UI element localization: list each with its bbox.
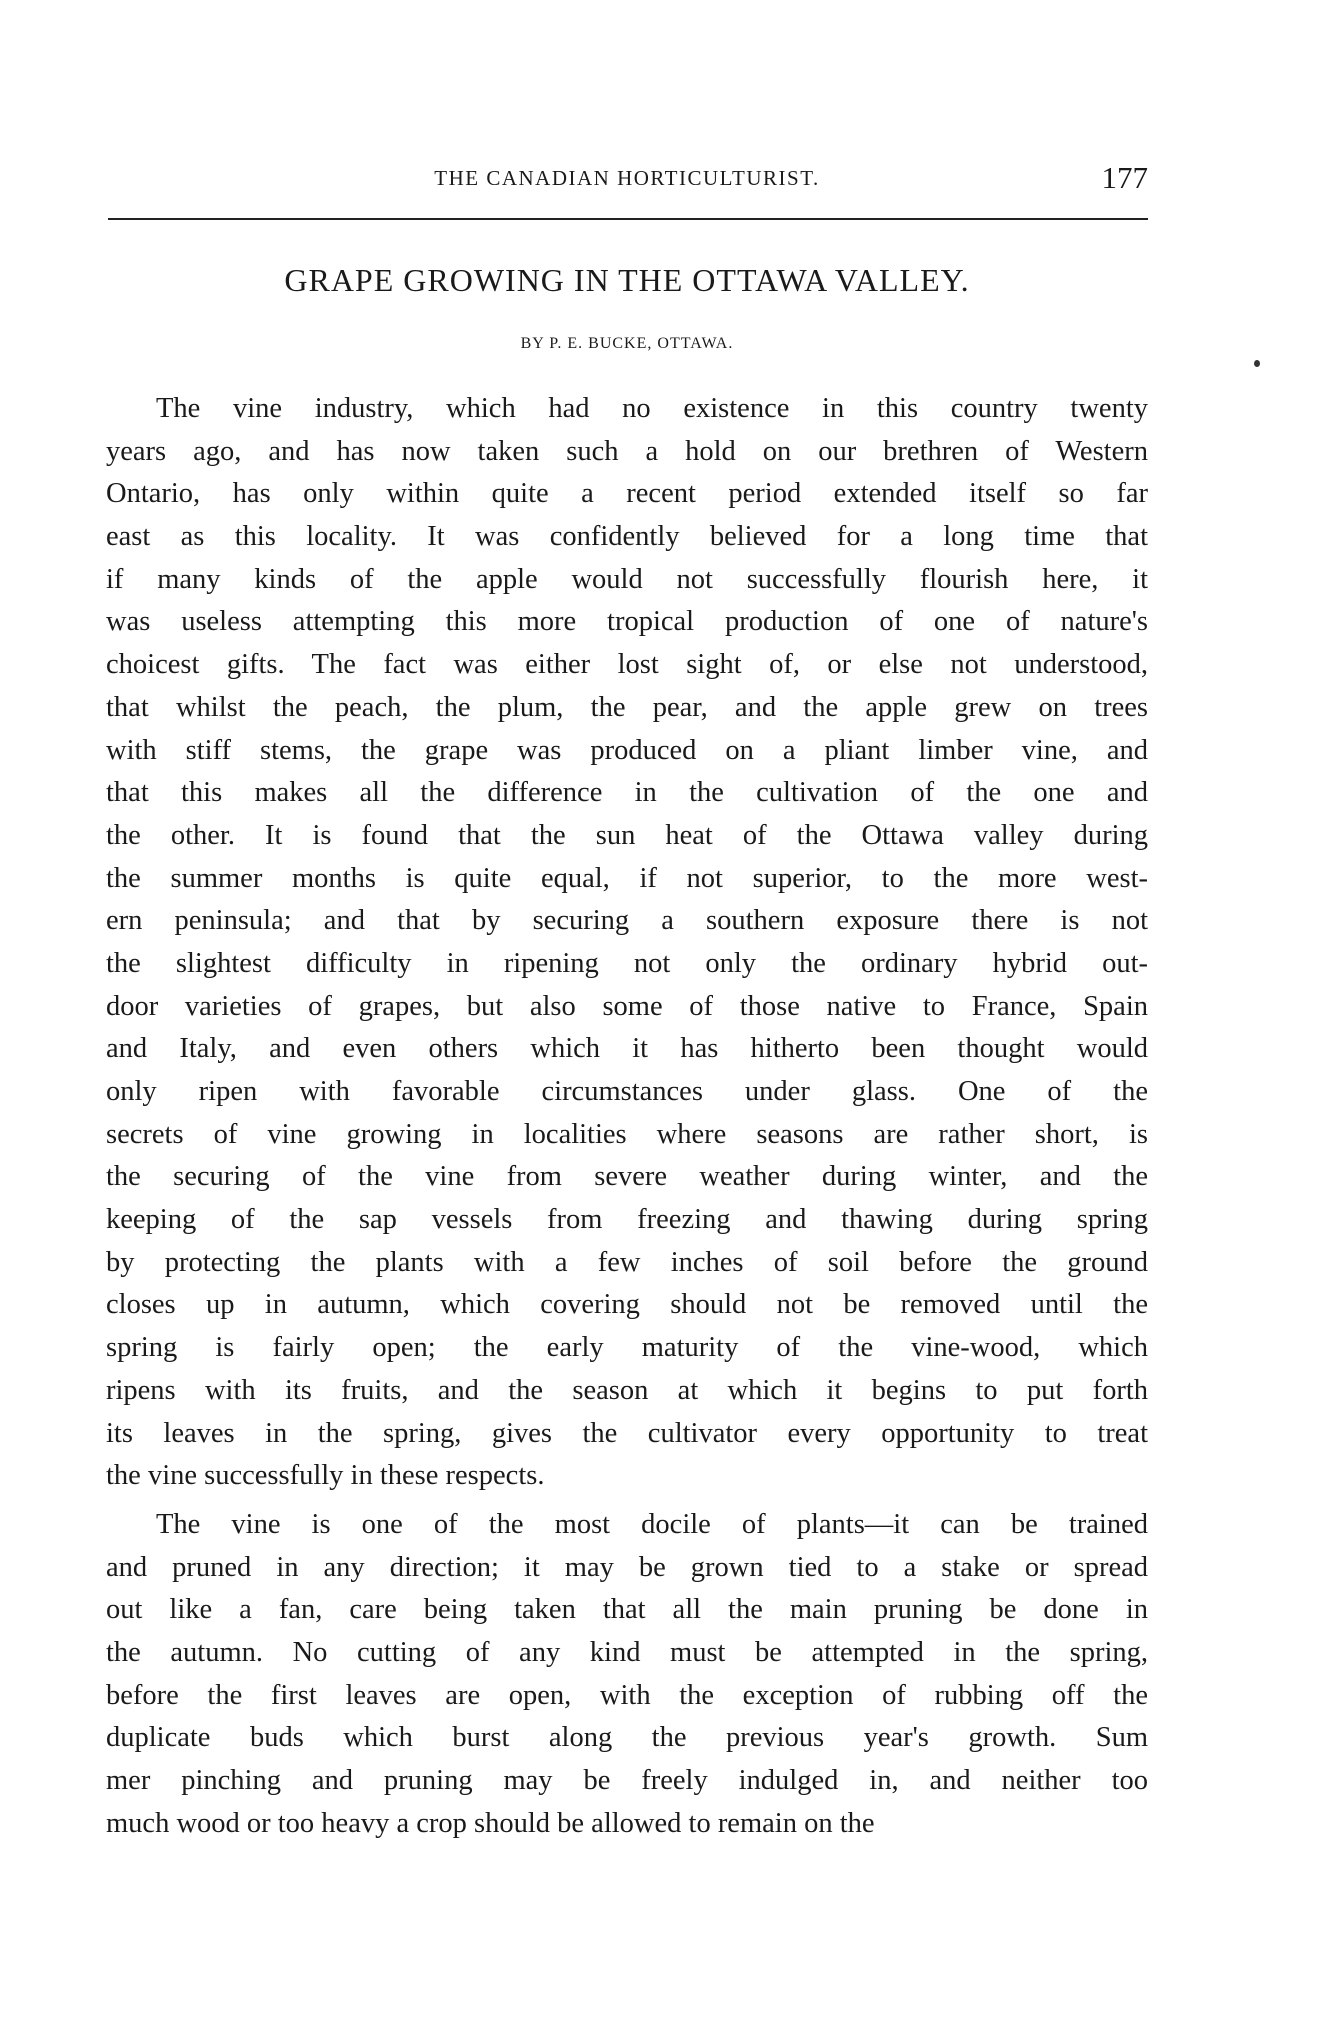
- text-line: much wood or too heavy a crop should be allowed to remain on the: [106, 1807, 875, 1839]
- text-line: was useless attempting this more tropical production of one of nature's: [106, 606, 1148, 638]
- text-line: that whilst the peach, the plum, the pear, and the apple grew on trees: [106, 691, 1148, 723]
- text-line: the autumn. No cutting of any kind must be attempted in the spring,: [106, 1636, 1148, 1668]
- text-line: the other. It is found that the sun heat of the Ottawa valley during: [106, 819, 1148, 851]
- text-line: closes up in autumn, which covering should not be removed until the: [106, 1289, 1148, 1321]
- ink-speck: [1254, 360, 1260, 367]
- text-line: ripens with its fruits, and the season at which it begins to put forth: [106, 1374, 1148, 1406]
- text-line: duplicate buds which burst along the previous year's growth. Sum: [106, 1722, 1148, 1754]
- text-line: the summer months is quite equal, if not superior, to the more west-: [106, 862, 1148, 894]
- text-line: Ontario, has only within quite a recent period extended itself so far: [106, 478, 1148, 510]
- byline: BY P. E. BUCKE, OTTAWA.: [520, 335, 734, 352]
- header-rule: [108, 218, 1148, 220]
- text-line: years ago, and has now taken such a hold on our brethren of Western: [106, 435, 1148, 467]
- paragraph: [106, 388, 1148, 1498]
- text-line: mer pinching and pruning may be freely indulged in, and neither too: [106, 1765, 1148, 1796]
- text-line: east as this locality. It was confidently believed for a long time that: [106, 521, 1148, 553]
- text-line: with stiff stems, the grape was produced on a pliant limber vine, and: [106, 734, 1148, 766]
- text-line: out like a fan, care being taken that all the main pruning be done in: [106, 1594, 1148, 1626]
- text-line: The vine is one of the most docile of plants—it can be trained: [156, 1508, 1148, 1540]
- running-head: [106, 160, 1148, 204]
- running-title: THE CANADIAN HORTICULTURIST.: [434, 166, 820, 190]
- text-line: before the first leaves are open, with the exception of rubbing off the: [106, 1679, 1148, 1711]
- article-body: [106, 388, 1148, 1845]
- text-line: if many kinds of the apple would not successfully flourish here, it: [106, 563, 1148, 595]
- text-line: The vine industry, which had no existence in this country twenty: [156, 393, 1148, 424]
- text-line: that this makes all the difference in the cultivation of the one and: [106, 777, 1148, 809]
- paragraph: [106, 1504, 1148, 1846]
- text-line: and Italy, and even others which it has hitherto been thought would: [106, 1033, 1148, 1065]
- text-line: choicest gifts. The fact was either lost sight of, or else not understood,: [106, 649, 1148, 681]
- text-line: secrets of vine growing in localities where seasons are rather short, is: [106, 1118, 1148, 1150]
- text-line: keeping of the sap vessels from freezing and thawing during spring: [106, 1204, 1148, 1236]
- text-line: by protecting the plants with a few inches of soil before the ground: [106, 1246, 1148, 1278]
- text-line: the vine successfully in these respects.: [106, 1460, 545, 1492]
- article-title: GRAPE GROWING IN THE OTTAWA VALLEY.: [284, 262, 970, 298]
- text-line: the securing of the vine from severe weather during winter, and the: [106, 1161, 1148, 1193]
- text-line: its leaves in the spring, gives the cultivator every opportunity to treat: [106, 1417, 1148, 1449]
- text-line: ern peninsula; and that by securing a southern exposure there is not: [106, 905, 1148, 937]
- page-number: 177: [1101, 160, 1148, 195]
- text-line: spring is fairly open; the early maturity of the vine-wood, which: [106, 1332, 1148, 1364]
- text-line: the slightest difficulty in ripening not only the ordinary hybrid out-: [106, 947, 1148, 979]
- text-line: and pruned in any direction; it may be grown tied to a stake or spread: [106, 1551, 1148, 1583]
- text-line: door varieties of grapes, but also some of those native to France, Spain: [106, 990, 1148, 1022]
- text-line: only ripen with favorable circumstances under glass. One of the: [106, 1076, 1148, 1107]
